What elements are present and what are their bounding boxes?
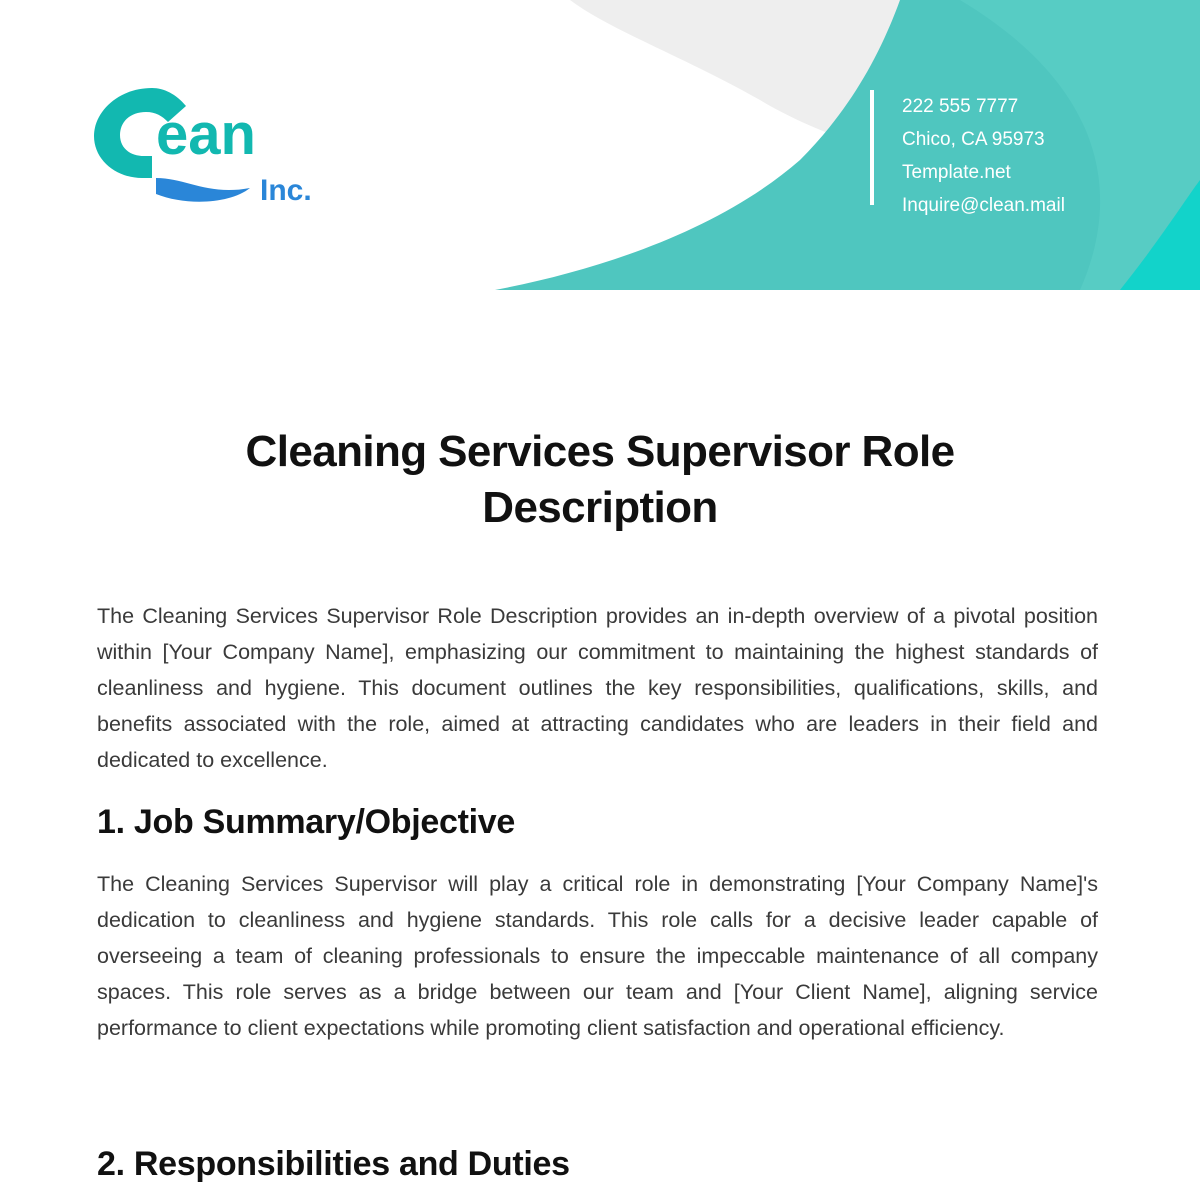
- section-heading-responsibilities: 2. Responsibilities and Duties: [97, 1145, 570, 1183]
- contact-email[interactable]: Inquire@clean.mail: [902, 195, 1065, 216]
- contact-website[interactable]: Template.net: [902, 162, 1011, 183]
- contact-block: [870, 90, 1065, 216]
- intro-paragraph: The Cleaning Services Supervisor Role Description provides an in-depth overview of a pivotal position within [Your Company Name], emphasizing our commitment to maintaining the highest standards of cleanliness and hygiene. This document outlines the key responsibilities, qualifications, skills, and benefits associated with the role, aimed at attracting candidates who are leaders in their field and dedicated to excellence.: [97, 604, 1098, 772]
- contact-phone: 222 555 7777: [902, 96, 1019, 117]
- section-paragraph-job-summary: The Cleaning Services Supervisor will play a critical role in demonstrating [Your Company Name]'s dedication to cleanliness and hygiene standards. This role calls for a decisive leader capable of overseeing a team of cleaning professionals to ensure the impeccable maintenance of all company spaces. This role serves as a bridge between our team and [Your Client Name], aligning service performance to client expectations while promoting client satisfaction and operational efficiency.: [97, 872, 1098, 1040]
- section-heading-job-summary: 1. Job Summary/Objective: [97, 803, 515, 841]
- logo-text-ean: ean: [156, 102, 256, 167]
- logo-wave: [156, 178, 250, 202]
- logo-suffix: Inc.: [260, 174, 312, 207]
- document-title: Cleaning Services Supervisor Role Description: [245, 427, 955, 532]
- company-logo: [90, 78, 350, 208]
- contact-address: Chico, CA 95973: [902, 129, 1045, 150]
